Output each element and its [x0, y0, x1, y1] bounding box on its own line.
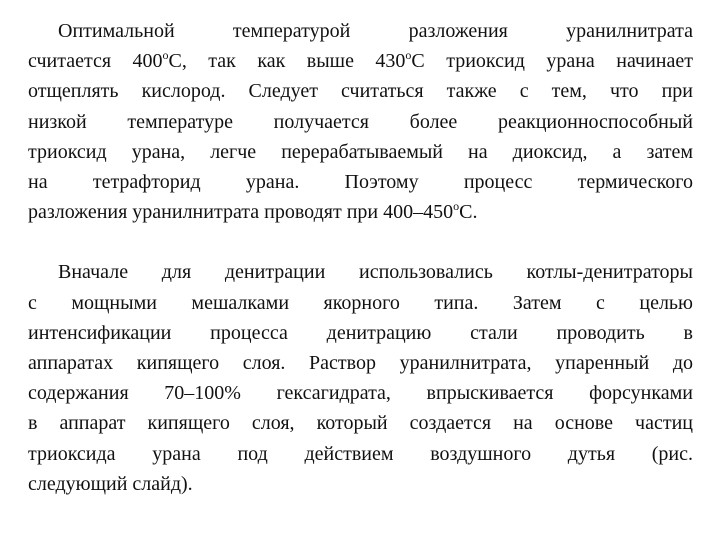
text-line: следующий слайд). — [28, 472, 193, 495]
degree-sign: о — [405, 47, 412, 62]
text-line: на тетрафторид урана. Поэтому процесс термического — [28, 171, 693, 194]
text-line: триоксида урана под действием воздушного дутья (рис. — [28, 442, 693, 465]
text-line: интенсификации процесса денитрацию стали проводить в — [28, 321, 693, 344]
paragraph-denitration-process — [28, 257, 693, 499]
text-line — [28, 46, 693, 76]
text-line: содержания 70–100% гексагидрата, впрыскивается форсунками — [28, 382, 693, 405]
text-segment: С. — [459, 201, 478, 224]
paragraph-thermal-decomposition — [28, 16, 693, 227]
text-line — [28, 197, 693, 227]
text-segment: Оптимальной температурой разложения уранилнитрата — [58, 20, 693, 42]
text-line — [28, 16, 693, 46]
slide-text-body — [28, 16, 693, 499]
text-segment: считается 400 — [28, 50, 163, 73]
text-line: отщеплять кислород. Следует считаться также с тем, что при — [28, 80, 693, 103]
text-line: аппаратах кипящего слоя. Раствор уранилнитрата, упаренный до — [28, 352, 693, 375]
text-segment: С, так как выше 430 — [168, 50, 406, 73]
degree-sign: о — [162, 47, 169, 62]
degree-sign: о — [453, 198, 460, 213]
text-segment: разложения уранилнитрата проводят при 400–450 — [28, 201, 454, 224]
text-line: с мощными мешалками якорного типа. Затем с целью — [28, 291, 693, 314]
text-line: низкой температуре получается более реакционноспособный — [28, 110, 693, 133]
text-line: в аппарат кипящего слоя, который создается на основе частиц — [28, 412, 693, 435]
paragraph-spacer — [28, 227, 693, 257]
text-line: триоксид урана, легче перерабатываемый на диоксид, а затем — [28, 140, 693, 163]
text-line: Вначале для денитрации использовались котлы-денитраторы — [58, 261, 693, 284]
text-segment: С триоксид урана начинает — [411, 50, 693, 73]
